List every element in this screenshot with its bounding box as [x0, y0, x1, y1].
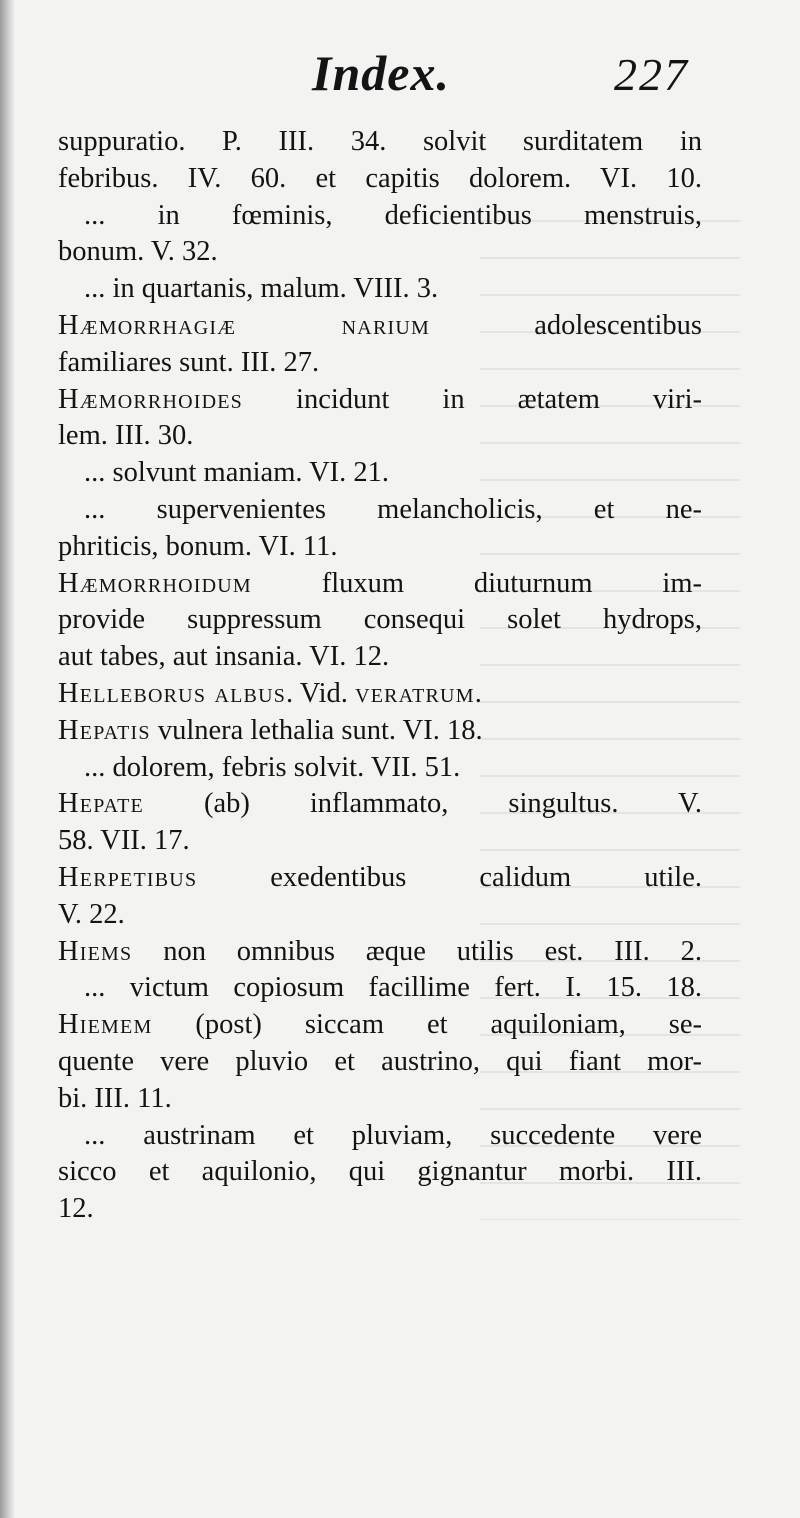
index-line: [58, 1044, 702, 1081]
index-line: [58, 786, 702, 823]
index-line: [58, 566, 702, 603]
index-text: ... dolorem, febris solvit. VII. 51.: [84, 751, 461, 783]
index-line: [58, 1081, 702, 1118]
index-headword: Hæmorrhagiæ narium: [58, 309, 430, 341]
index-line: [58, 970, 702, 1007]
index-line: [58, 418, 702, 455]
index-line: [58, 492, 702, 529]
index-text: . Vid.: [286, 677, 356, 709]
index-line: [58, 602, 702, 639]
index-line: [58, 934, 702, 971]
index-line: [58, 124, 702, 161]
index-line: [58, 198, 702, 235]
index-text: non omnibus æque utilis est. III. 2.: [132, 935, 702, 967]
index-text: ... in fœminis, deficientibus menstruis,: [84, 199, 702, 231]
index-line: [58, 897, 702, 934]
index-text: ... in quartanis, malum. VIII. 3.: [84, 273, 439, 305]
index-headword: Hiemem: [58, 1009, 153, 1041]
index-text: V. 22.: [58, 898, 125, 930]
index-text: provide suppressum consequi solet hydrops,: [58, 604, 702, 636]
index-text: lem. III. 30.: [58, 420, 194, 452]
index-text: .: [474, 677, 482, 709]
page-number: 227: [614, 49, 689, 100]
index-line: [58, 639, 702, 676]
index-text-block: [58, 124, 702, 1228]
index-headword: veratrum: [355, 677, 475, 709]
index-text: bi. III. 11.: [58, 1082, 172, 1114]
page-gutter-shadow: [0, 0, 14, 1518]
index-text: phriticis, bonum. VI. 11.: [58, 530, 338, 562]
index-text: 58. VII. 17.: [58, 825, 190, 857]
index-text: ... victum copiosum facillime fert. I. 15. 18.: [84, 972, 702, 1004]
index-line: [58, 713, 702, 750]
index-text: ... supervenientes melancholicis, et ne-: [84, 493, 702, 525]
index-line: [58, 1154, 702, 1191]
index-line: [58, 455, 702, 492]
index-line: [58, 1118, 702, 1155]
index-line: [58, 382, 702, 419]
index-line: [58, 308, 702, 345]
index-text: febribus. IV. 60. et capitis dolorem. VI. 10.: [58, 162, 702, 194]
index-headword: Hiems: [58, 935, 133, 967]
index-line: [58, 676, 702, 713]
index-text: 12.: [58, 1193, 94, 1225]
index-text: (post) siccam et aquiloniam, se-: [152, 1009, 702, 1041]
running-title: Index.: [312, 45, 450, 101]
index-headword: Hæmorrhoides: [58, 383, 244, 415]
index-headword: Helleborus albus: [58, 677, 287, 709]
index-text: adolescentibus: [429, 309, 702, 341]
index-text: (ab) inflammato, singultus. V.: [143, 788, 702, 820]
index-text: aut tabes, aut insania. VI. 12.: [58, 641, 390, 673]
index-line: [58, 860, 702, 897]
index-text: exedentibus calidum utile.: [197, 861, 702, 893]
index-line: [58, 1007, 702, 1044]
page-header: [0, 44, 800, 114]
index-text: incidunt in ætatem viri-: [243, 383, 702, 415]
index-headword: Hepate: [58, 788, 144, 820]
index-line: [58, 529, 702, 566]
index-text: quente vere pluvio et austrino, qui fiant mor-: [58, 1045, 702, 1077]
index-line: [58, 750, 702, 787]
index-text: bonum. V. 32.: [58, 236, 218, 268]
index-text: fluxum diuturnum im-: [251, 567, 702, 599]
index-line: [58, 161, 702, 198]
index-headword: Herpetibus: [58, 861, 198, 893]
index-text: ... austrinam et pluviam, succedente vere: [84, 1119, 702, 1151]
index-headword: Hæmorrhoidum: [58, 567, 252, 599]
index-text: familiares sunt. III. 27.: [58, 346, 320, 378]
index-line: [58, 271, 702, 308]
index-line: [58, 1191, 702, 1228]
index-text: ... solvunt maniam. VI. 21.: [84, 457, 390, 489]
index-line: [58, 345, 702, 382]
index-text: sicco et aquilonio, qui gignantur morbi. III.: [58, 1156, 702, 1188]
index-text: vulnera lethalia sunt. VI. 18.: [150, 714, 483, 746]
index-line: [58, 823, 702, 860]
index-text: suppuratio. P. III. 34. solvit surditatem in: [58, 126, 702, 157]
index-headword: Hepatis: [58, 714, 151, 746]
index-line: [58, 234, 702, 271]
